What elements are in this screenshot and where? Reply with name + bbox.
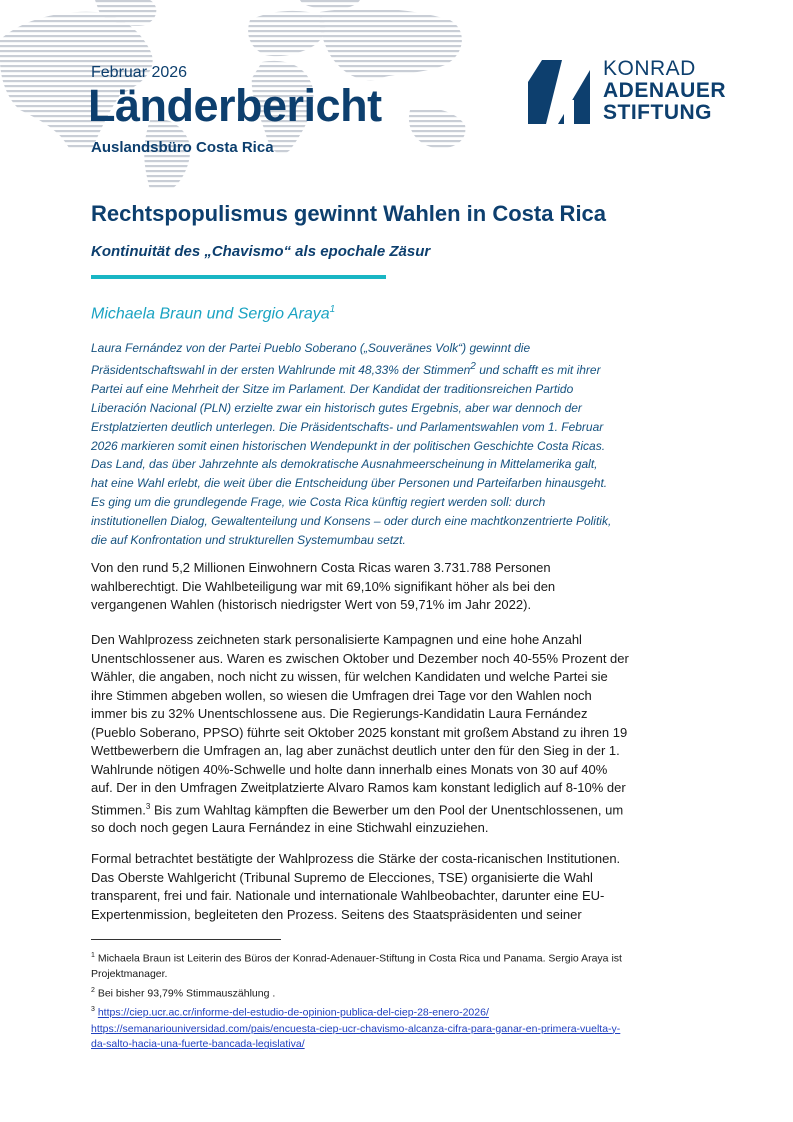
abstract-line: Erstplatzierten deutlich unterlegen. Die Präsidentschafts- und Parlamentswahlen vom 1. Februar — [91, 419, 604, 434]
body-paragraph-3 — [91, 850, 651, 924]
paragraph-line: wahlberechtigt. Die Wahlbeteiligung war mit 69,10% signifikant höher als bei den — [91, 578, 556, 594]
document-subtitle: Kontinuität des „Chavismo“ als epochale Zäsur — [91, 243, 431, 260]
abstract-line: 2026 markieren somit einen historischen Wendepunkt in der politischen Geschichte Costa Ricas. — [91, 438, 606, 453]
logo-line-3: STIFTUNG — [603, 101, 712, 124]
footnote-3: $^3$ https://ciep.ucr.ac.cr/informe-del-estudio-de-opinion-publica-del-ciep-28-enero-2026/ — [91, 1006, 489, 1019]
kas-logo-text — [603, 58, 726, 124]
abstract-line: Präsidentschaftswahl in der ersten Wahlrunde mit 48,33% der Stimmen$^2$ und schafft es mit ihrer — [91, 360, 601, 377]
abstract-line: Das Land, das über Jahrzehnte als demokratische Ausnahmeerscheinung in Mittelamerika galt, — [91, 457, 598, 472]
footnote-1: $^1$ Michaela Braun ist Leiterin des Büros der Konrad-Adenauer-Stiftung in Costa Rica und Panama. Sergio Araya ist — [91, 952, 622, 965]
author-names: Michaela Braun und Sergio Araya — [91, 305, 330, 323]
footnote-2: $^2$ Bei bisher 93,79% Stimmauszählung . — [91, 987, 276, 1000]
footnotes — [91, 948, 671, 1053]
office-name: Auslandsbüro Costa Rica — [91, 139, 274, 156]
accent-rule — [91, 275, 386, 279]
report-date: Februar 2026 — [91, 64, 188, 81]
paragraph-line: (Pueblo Soberano, PPSO) führte seit Oktober 2025 konstant mit großem Abstand zu ihren 19 — [91, 724, 628, 740]
footnote-divider — [91, 939, 281, 940]
abstract-line: hat eine Wahl erlebt, die weit über die Entscheidung über Personen und Parteifarben hinausgeht. — [91, 476, 608, 491]
footnote-ref-2[interactable]: 2 — [470, 360, 476, 372]
body-paragraph-2 — [91, 631, 651, 838]
paragraph-line: Wettbewerbern die Umfragen an, lag aber zunächst deutlich unter den für den Sieg in der 1. — [91, 743, 620, 758]
paragraph-line: Das Oberste Wahlgericht (Tribunal Supremo de Elecciones, TSE) organisierte die Wahl — [91, 869, 593, 885]
footnote-ref-1[interactable]: 1 — [329, 304, 336, 315]
abstract-line: die auf Konfrontation und strukturellen Systemumbau setzt. — [91, 533, 406, 548]
abstract-line: institutionellen Dialog, Gewaltenteilung und Konsens – oder durch eine machtkonzentrierte Politik, — [91, 514, 612, 529]
logo-line-2: ADENAUER — [603, 79, 727, 102]
abstract-line: Es ging um die grundlegende Frage, wie Costa Rica künftig regiert werden soll: durch — [91, 495, 546, 510]
paragraph-line: Formal betrachtet bestätigte der Wahlprozess die Stärke der costa-ricanischen Institutionen. — [91, 851, 621, 866]
series-title: Länderbericht — [88, 80, 382, 131]
paragraph-line: Expertenmission, begleiteten den Prozess. Seitens des Staatspräsidenten und seiner — [91, 906, 582, 922]
authors — [91, 304, 335, 323]
body-paragraph-1 — [91, 559, 651, 615]
abstract-line: Liberación Nacional (PLN) erzielte zwar ein historisch gutes Ergebnis, aber war dennoch der — [91, 400, 582, 415]
paragraph-line: Unentschlossener aus. Waren es zwischen Oktober und Dezember noch 40-55% Prozent der — [91, 650, 629, 666]
document-title: Rechtspopulismus gewinnt Wahlen in Costa Rica — [91, 201, 607, 226]
paragraph-line: Wähler, die angaben, noch nicht zu wissen, für welchen Kandidaten und welche Partei sie — [91, 669, 608, 684]
footnote-3-link-3 — [91, 1037, 671, 1053]
paragraph-line: Den Wahlprozess zeichneten stark personalisierte Kampagnen und eine hohe Anzahl — [91, 632, 582, 647]
kas-logo — [528, 57, 738, 126]
paragraph-line: Wahlrunde nötigen 40%-Schwelle und holte dann innerhalb eines Monats von 30 auf 40% — [91, 761, 608, 777]
footnote-1-cont: Projektmanager. — [91, 968, 168, 981]
abstract — [91, 339, 651, 550]
paragraph-line: immer bis zu 32% Unentschlossene aus. Die Regierungs-Kandidatin Laura Fernández — [91, 706, 588, 721]
paragraph-line: transparent, frei und fair. Nationale und internationale Wahlbeobachter, darunter eine EU- — [91, 888, 605, 903]
footnote-link-2-cont[interactable]: da-salto-hacia-una-fuerte-bancada-legislativa/ — [91, 1038, 305, 1051]
footnote-link-2[interactable]: https://semanariouniversidad.com/pais/encuesta-ciep-ucr-chavismo-alcanza-cifra-para-ganar-en-primera-vuelta-y- — [91, 1022, 621, 1035]
footnote-ref-3[interactable]: 3 — [145, 801, 151, 811]
paragraph-line: ihre Stimmen abgeben wollen, so wiesen die Umfragen drei Tage vor den Wahlen noch — [91, 687, 592, 703]
paragraph-line: vergangenen Wahlen (historisch niedrigster Wert von 59,71% im Jahr 2022). — [91, 597, 532, 612]
paragraph-line: Stimmen.$^3$ Bis zum Wahltag kämpften die Bewerber um den Pool der Unentschlossenen, um — [91, 801, 624, 817]
logo-line-1: KONRAD — [603, 57, 696, 80]
kas-logo-mark-icon — [528, 60, 590, 124]
footnote-3-link-2 — [91, 1022, 671, 1038]
footnote-link-1[interactable]: https://ciep.ucr.ac.cr/informe-del-estudio-de-opinion-publica-del-ciep-28-enero-2026/ — [97, 1006, 489, 1019]
abstract-line: Partei auf eine Mehrheit der Sitze im Parlament. Der Kandidat der traditionsreichen Partido — [91, 381, 574, 396]
abstract-line: Laura Fernández von der Partei Pueblo Soberano („Souveränes Volk“) gewinnt die — [91, 341, 531, 355]
paragraph-line: so doch noch gegen Laura Fernández in eine Stichwahl einzuziehen. — [91, 820, 489, 836]
paragraph-line: Von den rund 5,2 Millionen Einwohnern Costa Ricas waren 3.731.788 Personen — [91, 560, 551, 575]
paragraph-line: auf. Der in den Umfragen Zweitplatzierte Alvaro Ramos kam konstant lediglich auf 8-10% der — [91, 780, 626, 795]
